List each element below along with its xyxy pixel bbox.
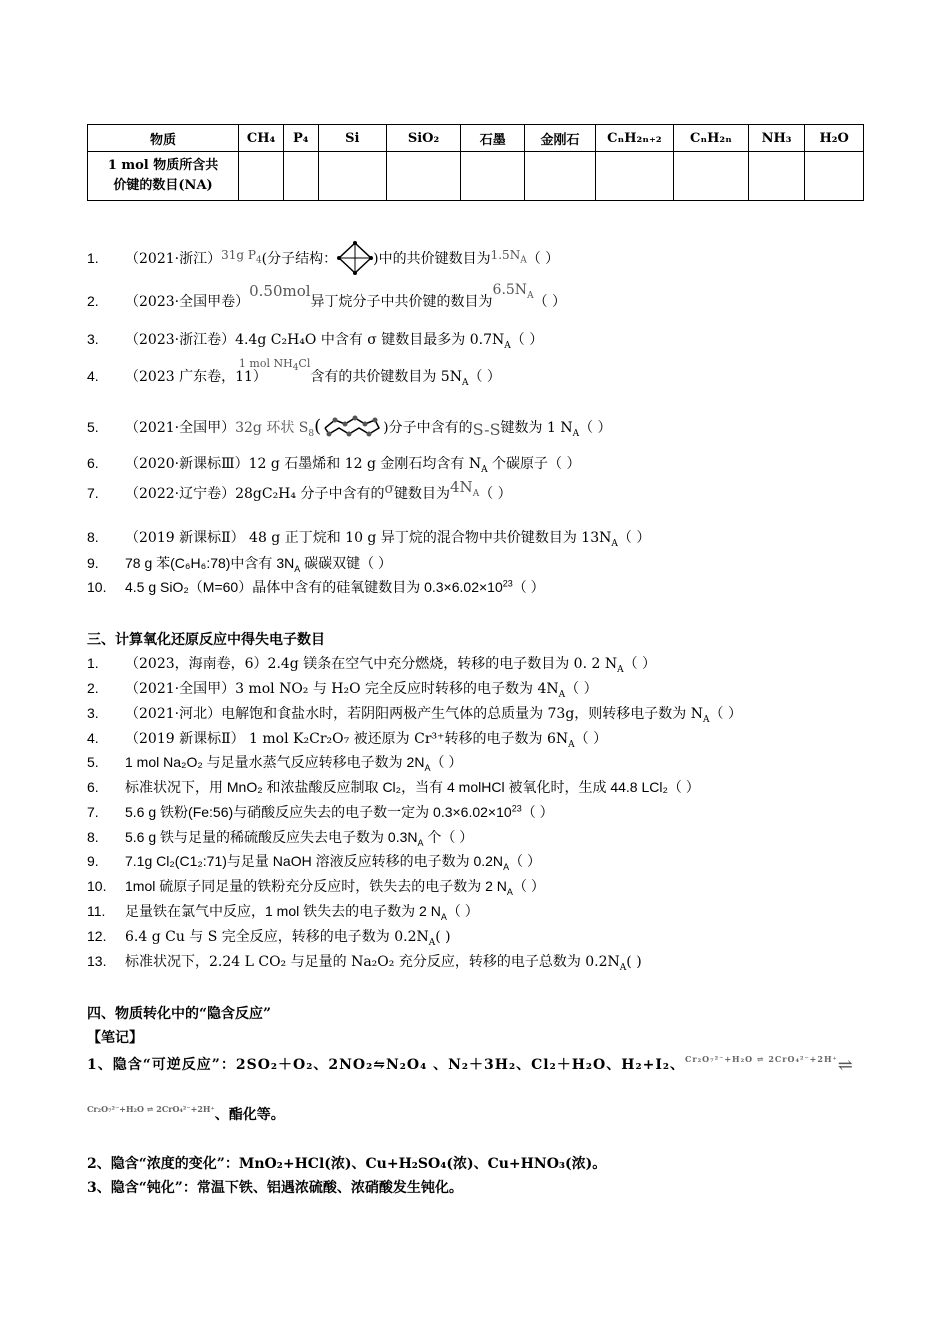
s3-question-7: 7. 5.6 g 铁粉(Fe:56)与硝酸反应失去的电子数一定为 $0.3\times 6.02\times 10^{23}$（ ） xyxy=(87,803,554,820)
table-cell[interactable] xyxy=(805,152,864,201)
s3-question-2: 2. （2021·全国甲）3 mol NO₂ 与 H₂O 完全反应时转移的电子数为 $4N_A$（ ） xyxy=(87,680,598,700)
question-7: 7. （2022·辽宁卷）28gC₂H₄ 分子中含有的σ键数目为$4N_A$（ ） xyxy=(87,478,512,502)
bond-count-table xyxy=(87,124,864,201)
question-3: 3. （2023·浙江卷）4.4g C₂H₄O 中含有 σ 键数目最多为 $0.7N_A$（ ） xyxy=(87,331,544,351)
table-header-cell: 石墨 xyxy=(461,125,525,152)
table-header-cell: CₙH₂ₙ₊₂ xyxy=(595,125,674,152)
table-row-label: 1 mol 物质所含共 价键的数目(NA) xyxy=(88,152,239,201)
s3-question-4: 4. （2019 新课标Ⅱ） 1 mol K₂Cr₂O₇ 被还原为 Cr³⁺转移的电子数为 $6N_A$（ ） xyxy=(87,730,608,750)
table-cell[interactable] xyxy=(239,152,284,201)
question-1: 1. （2021·浙江）31g $P_4$(分子结构： )中的共价键数目为$1.5N_A$（ ） xyxy=(87,241,559,275)
s3-question-10: 10. 1mol 硫原子同足量的铁粉充分反应时，铁失去的电子数为 2 $N_A$（ ） xyxy=(87,878,545,897)
s3-question-11: 11. 足量铁在氯气中反应，1 mol 铁失去的电子数为 2 $N_A$（ ） xyxy=(87,903,479,922)
table-row xyxy=(88,152,864,201)
table-header-cell: 金刚石 xyxy=(525,125,595,152)
s3-question-5: 5. 1 mol Na₂O₂ 与足量水蒸气反应转移电子数为 $2N_A$（ ） xyxy=(87,754,463,773)
table-header-cell: NH₃ xyxy=(748,125,805,152)
table-cell[interactable] xyxy=(461,152,525,201)
question-10: 10. 4.5 g SiO₂（M=60）晶体中含有的硅氧键数目为 $0.3\times 6.02\times 10^{23}$（ ） xyxy=(87,578,545,595)
note-1: 1、隐含“可逆反应”：2SO₂＋O₂、2NO₂⇋N₂O₄ 、N₂＋3H₂、Cl₂＋H₂O、H₂+I₂、Cr₂O₇²⁻+H₂O ⇌ 2CrO₄²⁻+2H⁺⇌ xyxy=(87,1054,854,1076)
table-cell[interactable] xyxy=(595,152,674,201)
s3-question-3: 3. （2021·河北）电解饱和食盐水时，若阴阳两极产生气体的总质量为 73g，则转移电子数为 $N_A$（ ） xyxy=(87,705,742,725)
table-header-cell: CH₄ xyxy=(239,125,284,152)
table-header-cell: 物质 xyxy=(88,125,239,152)
note-2: 2、隐含“浓度的变化”：MnO₂+HCl(浓)、Cu+H₂SO₄(浓)、Cu+HNO₃(浓)。 xyxy=(87,1156,607,1172)
table-header-row xyxy=(88,125,864,152)
notes-label: 【笔记】 xyxy=(87,1030,143,1046)
s3-question-9: 9. 7.1g Cl₂(C1₂:71)与足量 NaOH 溶液反应转移的电子数为 $0.2N_A$（ ） xyxy=(87,853,541,872)
table-header-cell: Si xyxy=(318,125,386,152)
question-8: 8. （2019 新课标Ⅱ） 48 g 正丁烷和 10 g 异丁烷的混合物中共价键数目为 $13N_A$（ ） xyxy=(87,529,651,549)
table-cell[interactable] xyxy=(674,152,749,201)
table-cell[interactable] xyxy=(386,152,460,201)
table-cell[interactable] xyxy=(748,152,805,201)
s3-question-13: 13. 标准状况下，2.24 L CO₂ 与足量的 Na₂O₂ 充分反应，转移的电子总数为 $0.2N_A$( ) xyxy=(87,953,642,973)
note-3: 3、隐含“钝化”：常温下铁、铝遇浓硫酸、浓硝酸发生钝化。 xyxy=(87,1180,463,1196)
table-cell[interactable] xyxy=(318,152,386,201)
p4-molecule-icon xyxy=(337,241,373,275)
s3-question-12: 12. 6.4 g Cu 与 S 完全反应，转移的电子数为 $0.2N_A$( ) xyxy=(87,928,451,948)
question-6: 6. （2020·新课标Ⅲ）12 g 石墨烯和 12 g 金刚石均含有 $N_A$ 个碳原子（ ） xyxy=(87,455,581,475)
table-cell[interactable] xyxy=(283,152,318,201)
question-4: 4. （2023 广东卷，11）$^{1 mol NH_4Cl}$含有的共价键数目为 $5N_A$（ ） xyxy=(87,357,501,388)
s3-question-8: 8. 5.6 g 铁与足量的稀硫酸反应失去电子数为 $0.3N_A$ 个（ ） xyxy=(87,829,474,848)
s3-question-6: 6. 标准状况下，用 MnO₂ 和浓盐酸反应制取 Cl₂，当有 4 molHCl 被氧化时，生成 44.8 LCl₂（ ） xyxy=(87,779,700,795)
question-9: 9. 78 g 苯(C₆H₆:78)中含有 $3N_A$ 碳碳双键（ ） xyxy=(87,555,393,574)
question-5: 5. （2021·全国甲）32g 环状 $S_8$( )分子中含有的S-S键数为 1 $N_A$（ ） xyxy=(87,416,612,439)
table-header-cell: H₂O xyxy=(805,125,864,152)
table-header-cell: CₙH₂ₙ xyxy=(674,125,749,152)
note-1-cont: Cr₂O₇²⁻+H₂O ⇌ 2CrO₄²⁻+2H⁺、酯化等。 xyxy=(87,1104,285,1123)
section-4-title: 四、物质转化中的“隐含反应” xyxy=(87,1006,272,1022)
question-2: 2. （2023·全国甲卷）0.50mol异丁烷分子中共价键的数目为$6.5N_A$（ ） xyxy=(87,282,567,310)
section-3-title: 三、计算氧化还原反应中得失电子数目 xyxy=(87,632,325,648)
table-header-cell: P₄ xyxy=(283,125,318,152)
s3-question-1: 1. （2023，海南卷，6）2.4g 镁条在空气中充分燃烧，转移的电子数目为 0. 2 $N_A$（ ） xyxy=(87,655,657,675)
table-header-cell: SiO₂ xyxy=(386,125,460,152)
table-cell[interactable] xyxy=(525,152,595,201)
s8-ring-icon xyxy=(321,414,383,438)
